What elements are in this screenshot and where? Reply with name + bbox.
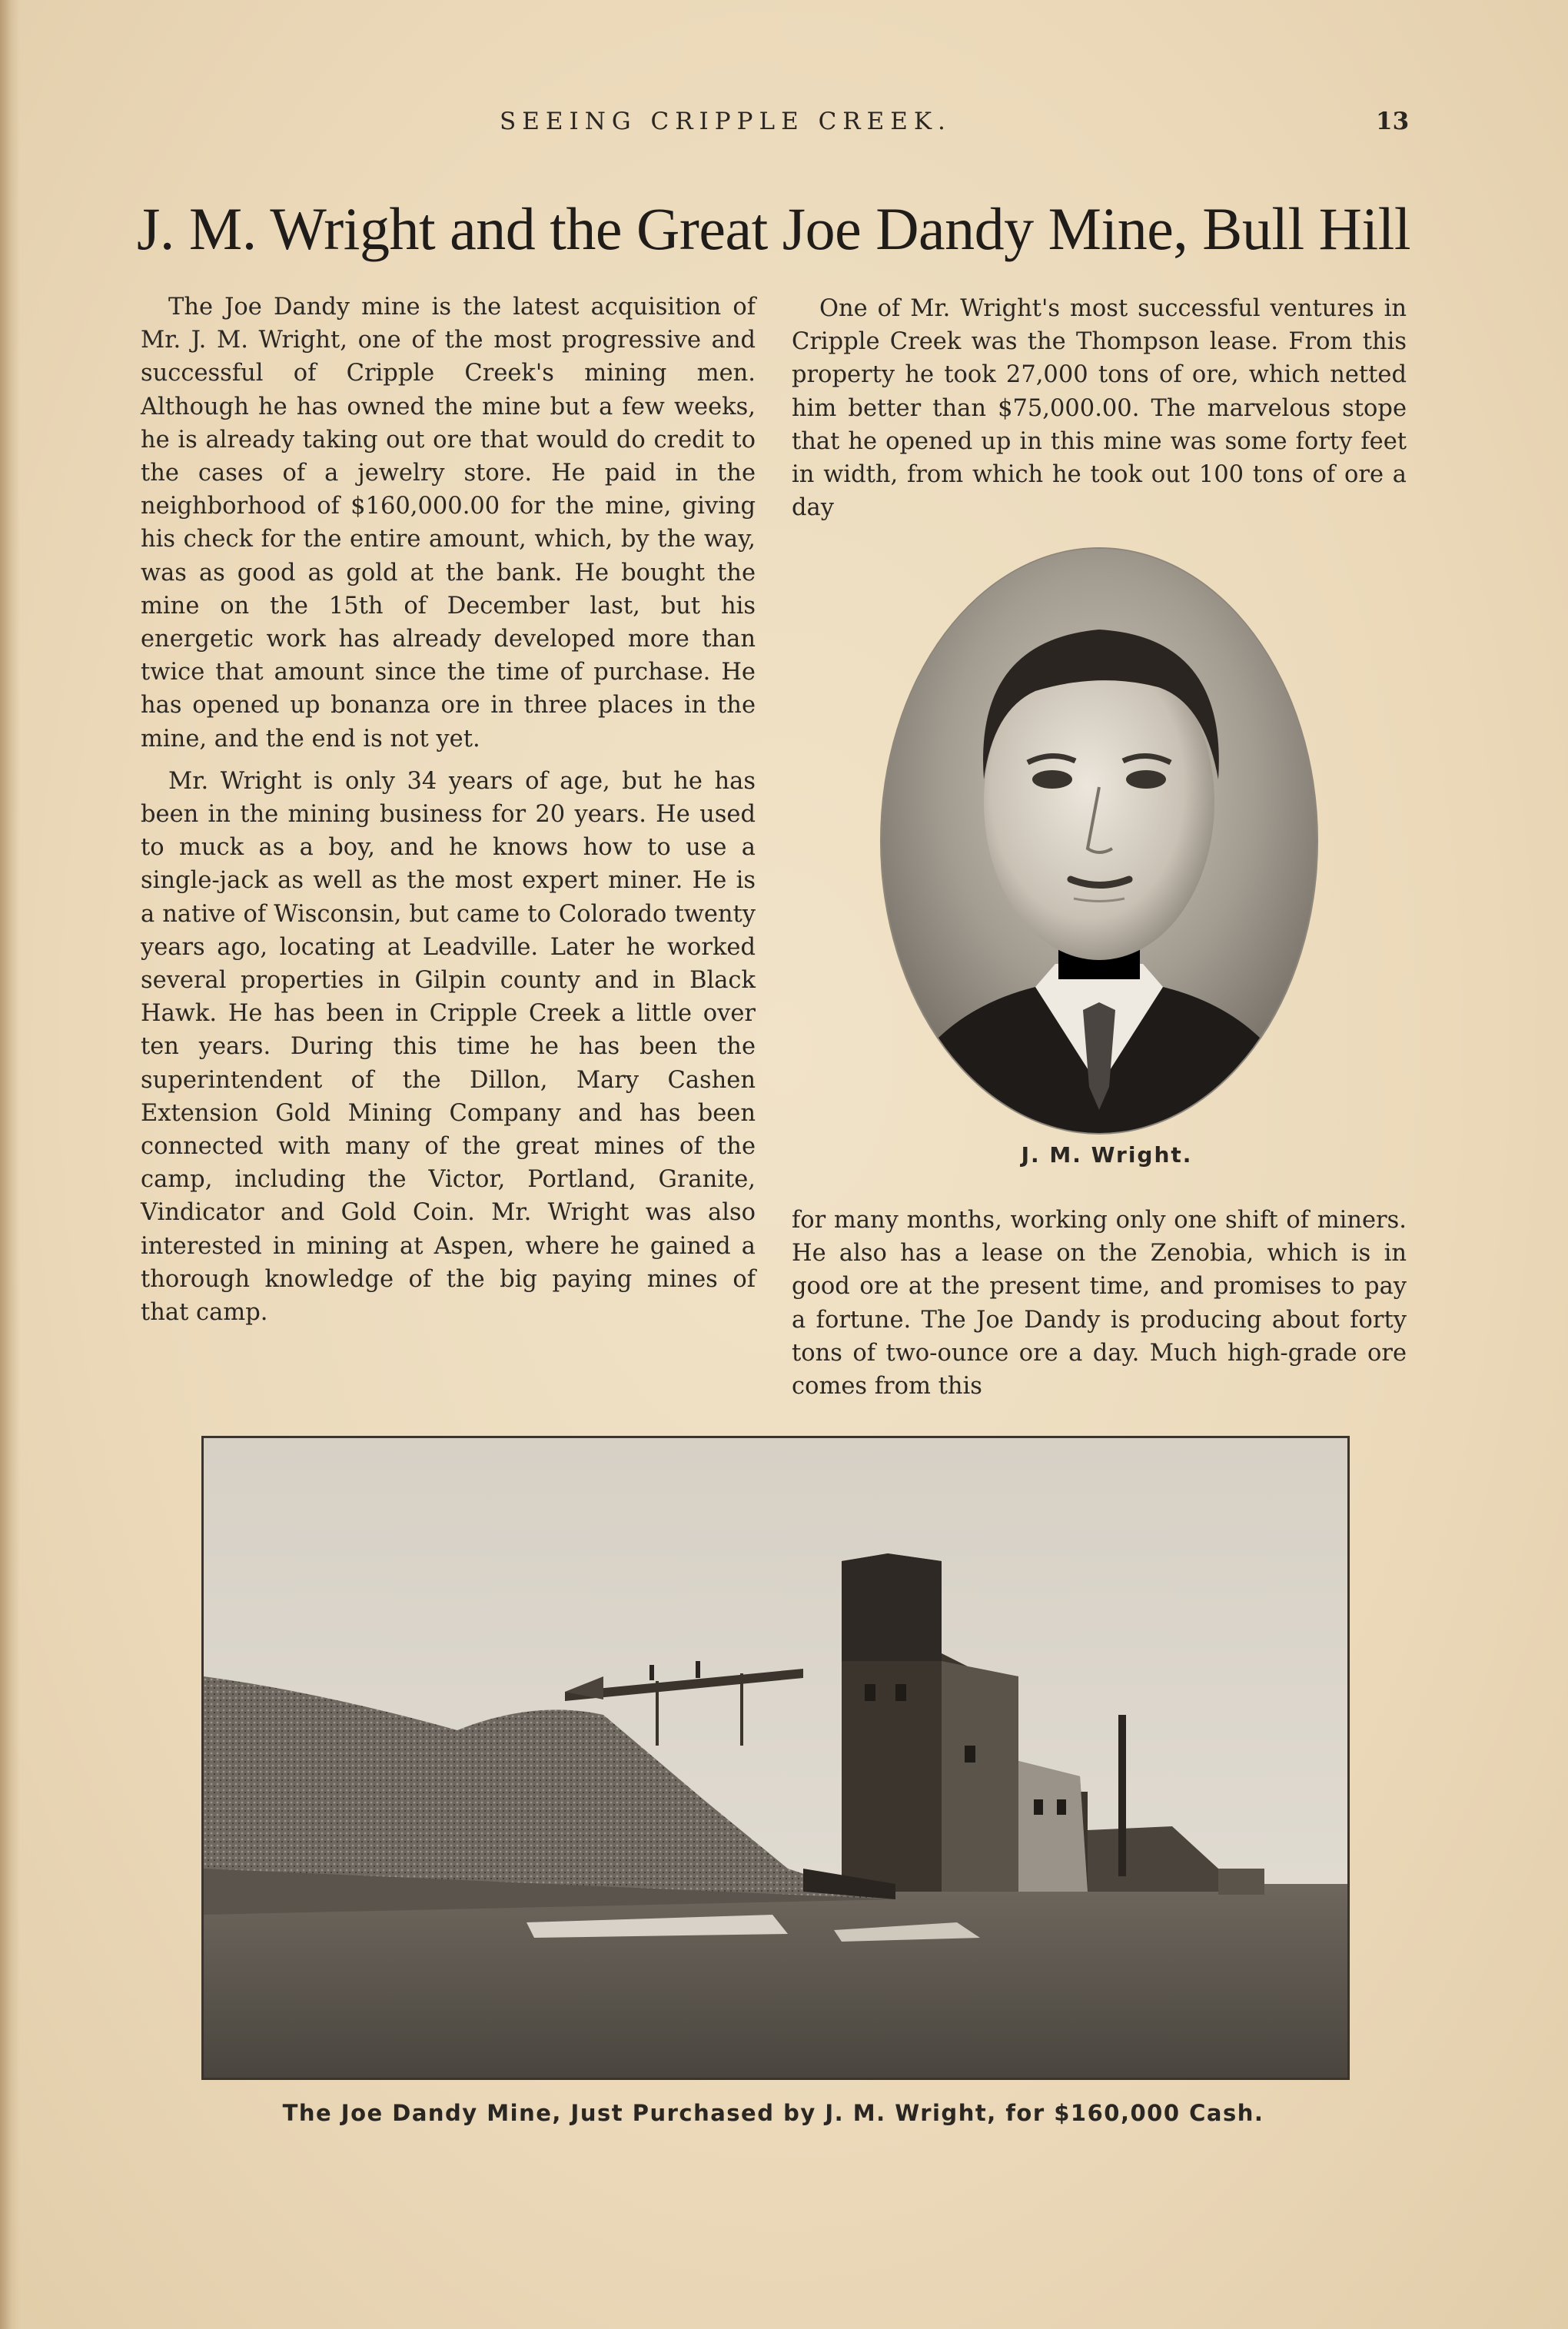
- portrait-illustration: [882, 549, 1317, 1133]
- paragraph: The Joe Dandy mine is the latest acquisition of Mr. J. M. Wright, one of the most progressive and successful of Cripple Creek's mining men. Although he has owned the mine but a few weeks, he is already taking out ore that would do credit to the cases of a jewelry store. He paid in the neighborhood of $160,000.00 for the mine, giving his check for the entire amount, which, by the way, was as good as gold at the bank. He bought the mine on the 15th of December last, but his energetic work has already developed more than twice that amount since the time of purchase. He has opened up bonanza ore in three places in the mine, and the end is not yet.: [141, 294, 756, 753]
- page-number: 13: [1376, 108, 1410, 135]
- article-title: J. M. Wright and the Great Joe Dandy Mine, Bull Hill: [137, 195, 1411, 262]
- portrait-photo: [882, 549, 1317, 1133]
- paragraph: for many months, working only one shift of miners. He also has a lease on the Zenobia, which is in good ore at the present time, and promises to pay a fortune. The Joe Dandy is producing about forty tons of two-ounce ore a day. Much high-grade ore comes from this: [792, 1207, 1407, 1400]
- page-gutter: [0, 0, 20, 2329]
- paragraph: Mr. Wright is only 34 years of age, but he has been in the mining business for 20 years. He used to muck as a boy, and he knows how to use a single-jack as well as the most expert miner. He is a native of Wisconsin, but came to Colorado twenty years ago, locating at Leadville. Later he worked several properties in Gilpin county and in Black Hawk. He has been in Cripple Creek a little over ten years. During this time he has been the superintendent of the Dillon, Mary Cashen Extension Gold Mining Company and has been connected with many of the great mines of the camp, including the Victor, Portland, Granite, Vindicator and Gold Coin. Mr. Wright was also interested in mining at Aspen, where he gained a thorough knowledge of the big paying mines of that camp.: [141, 767, 756, 1327]
- right-column-bottom: [792, 1204, 1407, 1403]
- right-column-top: [792, 292, 1407, 524]
- portrait-caption: J. M. Wright.: [1021, 1142, 1193, 1168]
- mine-photo-caption: The Joe Dandy Mine, Just Purchased by J. M. Wright, for $160,000 Cash.: [282, 2100, 1264, 2126]
- paragraph: One of Mr. Wright's most successful ventures in Cripple Creek was the Thompson lease. From this property he took 27,000 tons of ore, which netted him better than $75,000.00. The marvelous stope that he opened up in this mine was some forty feet in width, from which he took out 100 tons of ore a day: [792, 295, 1407, 522]
- left-column: [141, 291, 756, 1329]
- mine-photo: [201, 1436, 1350, 2080]
- running-title: SEEING CRIPPLE CREEK.: [500, 108, 952, 135]
- mine-illustration: [204, 1438, 1347, 2078]
